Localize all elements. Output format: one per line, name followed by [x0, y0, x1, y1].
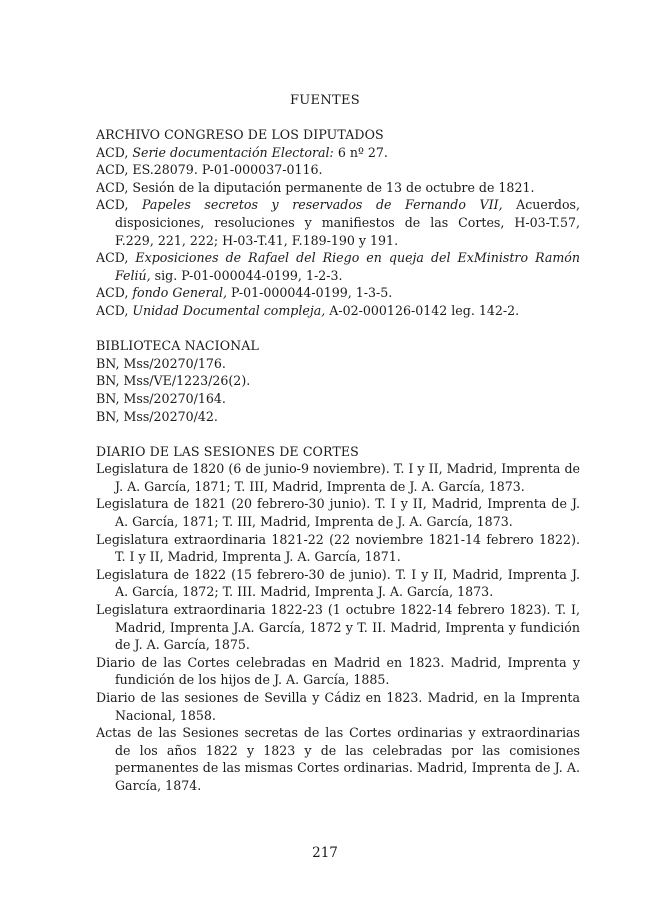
source-entry: [96, 355, 580, 373]
entry-title: Unidad Documental compleja,: [132, 302, 326, 318]
entry-text-tail: 6 nº 27.: [333, 144, 388, 160]
entry-text-tail: P-01-000044-0199, 1-3-5.: [227, 285, 393, 301]
source-entry: [96, 302, 580, 320]
source-entry: [96, 724, 580, 794]
entry-text: ACD,: [96, 144, 133, 160]
source-entry: [96, 531, 580, 566]
source-entry: [96, 566, 580, 601]
page-number: 217: [312, 845, 338, 861]
entry-text-tail: Acuerdos, disposiciones, resoluciones y manifiestos de las Cortes, H-03-T.57, F.229, 221, 222; H-03-T.41, F.189-190 y 191.: [115, 197, 580, 248]
source-entry: [96, 196, 580, 249]
entry-title: Serie documentación Electoral:: [132, 144, 334, 160]
entry-text: Legislatura extraordinaria 1821-22 (22 noviembre 1821-14 febrero 1822). T. I y II, Madrid, Imprenta J. A. García, 1871.: [96, 531, 580, 565]
source-entry: [96, 408, 580, 426]
entry-text: Diario de las Cortes celebradas en Madrid en 1823. Madrid, Imprenta y fundición de los hijos de J. A. García, 1885.: [96, 654, 580, 688]
source-entry: [96, 161, 580, 179]
section-heading: DIARIO DE LAS SESIONES DE CORTES: [96, 443, 359, 459]
entry-text: ACD,: [96, 285, 133, 301]
entry-text-tail: A-02-000126-0142 leg. 142-2.: [325, 302, 520, 318]
section-biblioteca-nacional: [96, 337, 580, 425]
entry-title: Exposiciones de Rafael del Riego en queja del ExMinistro Ramón Feliú,: [115, 250, 580, 283]
entry-text: BN, Mss/20270/176.: [96, 355, 226, 371]
entry-text: Diario de las sesiones de Sevilla y Cádiz en 1823. Madrid, en la Imprenta Nacional, 1858.: [96, 690, 580, 723]
entry-text: ACD,: [96, 197, 142, 213]
entry-text: Legislatura de 1821 (20 febrero-30 junio). T. I y II, Madrid, Imprenta de J. A. García, 1871; T. III, Madrid, Imprenta de J. A. García, 1873.: [96, 496, 580, 530]
entry-text: ACD, Sesión de la diputación permanente de 13 de octubre de 1821.: [96, 179, 535, 195]
entry-text: Actas de las Sesiones secretas de las Cortes ordinarias y extraordinarias de los años 1822 y 1823 y de las celebradas por las comisiones permanentes de las mismas Cortes ordinarias. Madrid, Imprenta de J. A. García, 1874.: [96, 725, 580, 793]
entry-text: Legislatura de 1820 (6 de junio-9 noviembre). T. I y II, Madrid, Imprenta de J. A. García, 1871; T. III, Madrid, Imprenta de J. A. García, 1873.: [96, 461, 580, 494]
source-entry: [96, 249, 580, 284]
entry-title: fondo General,: [132, 285, 228, 301]
entry-text: ACD,: [96, 302, 133, 318]
source-entry: [96, 495, 580, 530]
entry-title: Papeles secretos y reservados de Fernando VII,: [141, 197, 503, 213]
section-archivo-congreso: [96, 126, 580, 320]
entry-text: ACD,: [96, 250, 136, 266]
source-entry: [96, 654, 580, 689]
source-entry: [96, 372, 580, 390]
source-entry: [96, 284, 580, 302]
sources-list: [96, 126, 580, 812]
section-heading: BIBLIOTECA NACIONAL: [96, 338, 259, 354]
entry-text: ACD, ES.28079. P-01-000037-0116.: [96, 162, 323, 178]
entry-text: BN, Mss/20270/164.: [96, 390, 226, 406]
entry-text-tail: sig. P-01-000044-0199, 1-2-3.: [150, 267, 343, 283]
entry-text: BN, Mss/VE/1223/26(2).: [96, 373, 251, 389]
page-title: FUENTES: [289, 93, 360, 108]
source-entry: [96, 144, 580, 162]
entry-text: Legislatura extraordinaria 1822-23 (1 octubre 1822-14 febrero 1823). T. I, Madrid, Imprenta J.A. García, 1872 y T. II. Madrid, Imprenta y fundición de J. A. García, 1875.: [96, 602, 580, 653]
source-entry: [96, 601, 580, 654]
entry-text: BN, Mss/20270/42.: [96, 408, 218, 424]
source-entry: [96, 460, 580, 495]
section-diario-sesiones: [96, 443, 580, 795]
source-entry: [96, 390, 580, 408]
entry-text: Legislatura de 1822 (15 febrero-30 de junio). T. I y II, Madrid, Imprenta J. A. García, 1872; T. III. Madrid, Imprenta J. A. García, 1873.: [96, 566, 580, 600]
source-entry: [96, 689, 580, 724]
section-heading: ARCHIVO CONGRESO DE LOS DIPUTADOS: [96, 127, 384, 142]
source-entry: [96, 179, 580, 197]
